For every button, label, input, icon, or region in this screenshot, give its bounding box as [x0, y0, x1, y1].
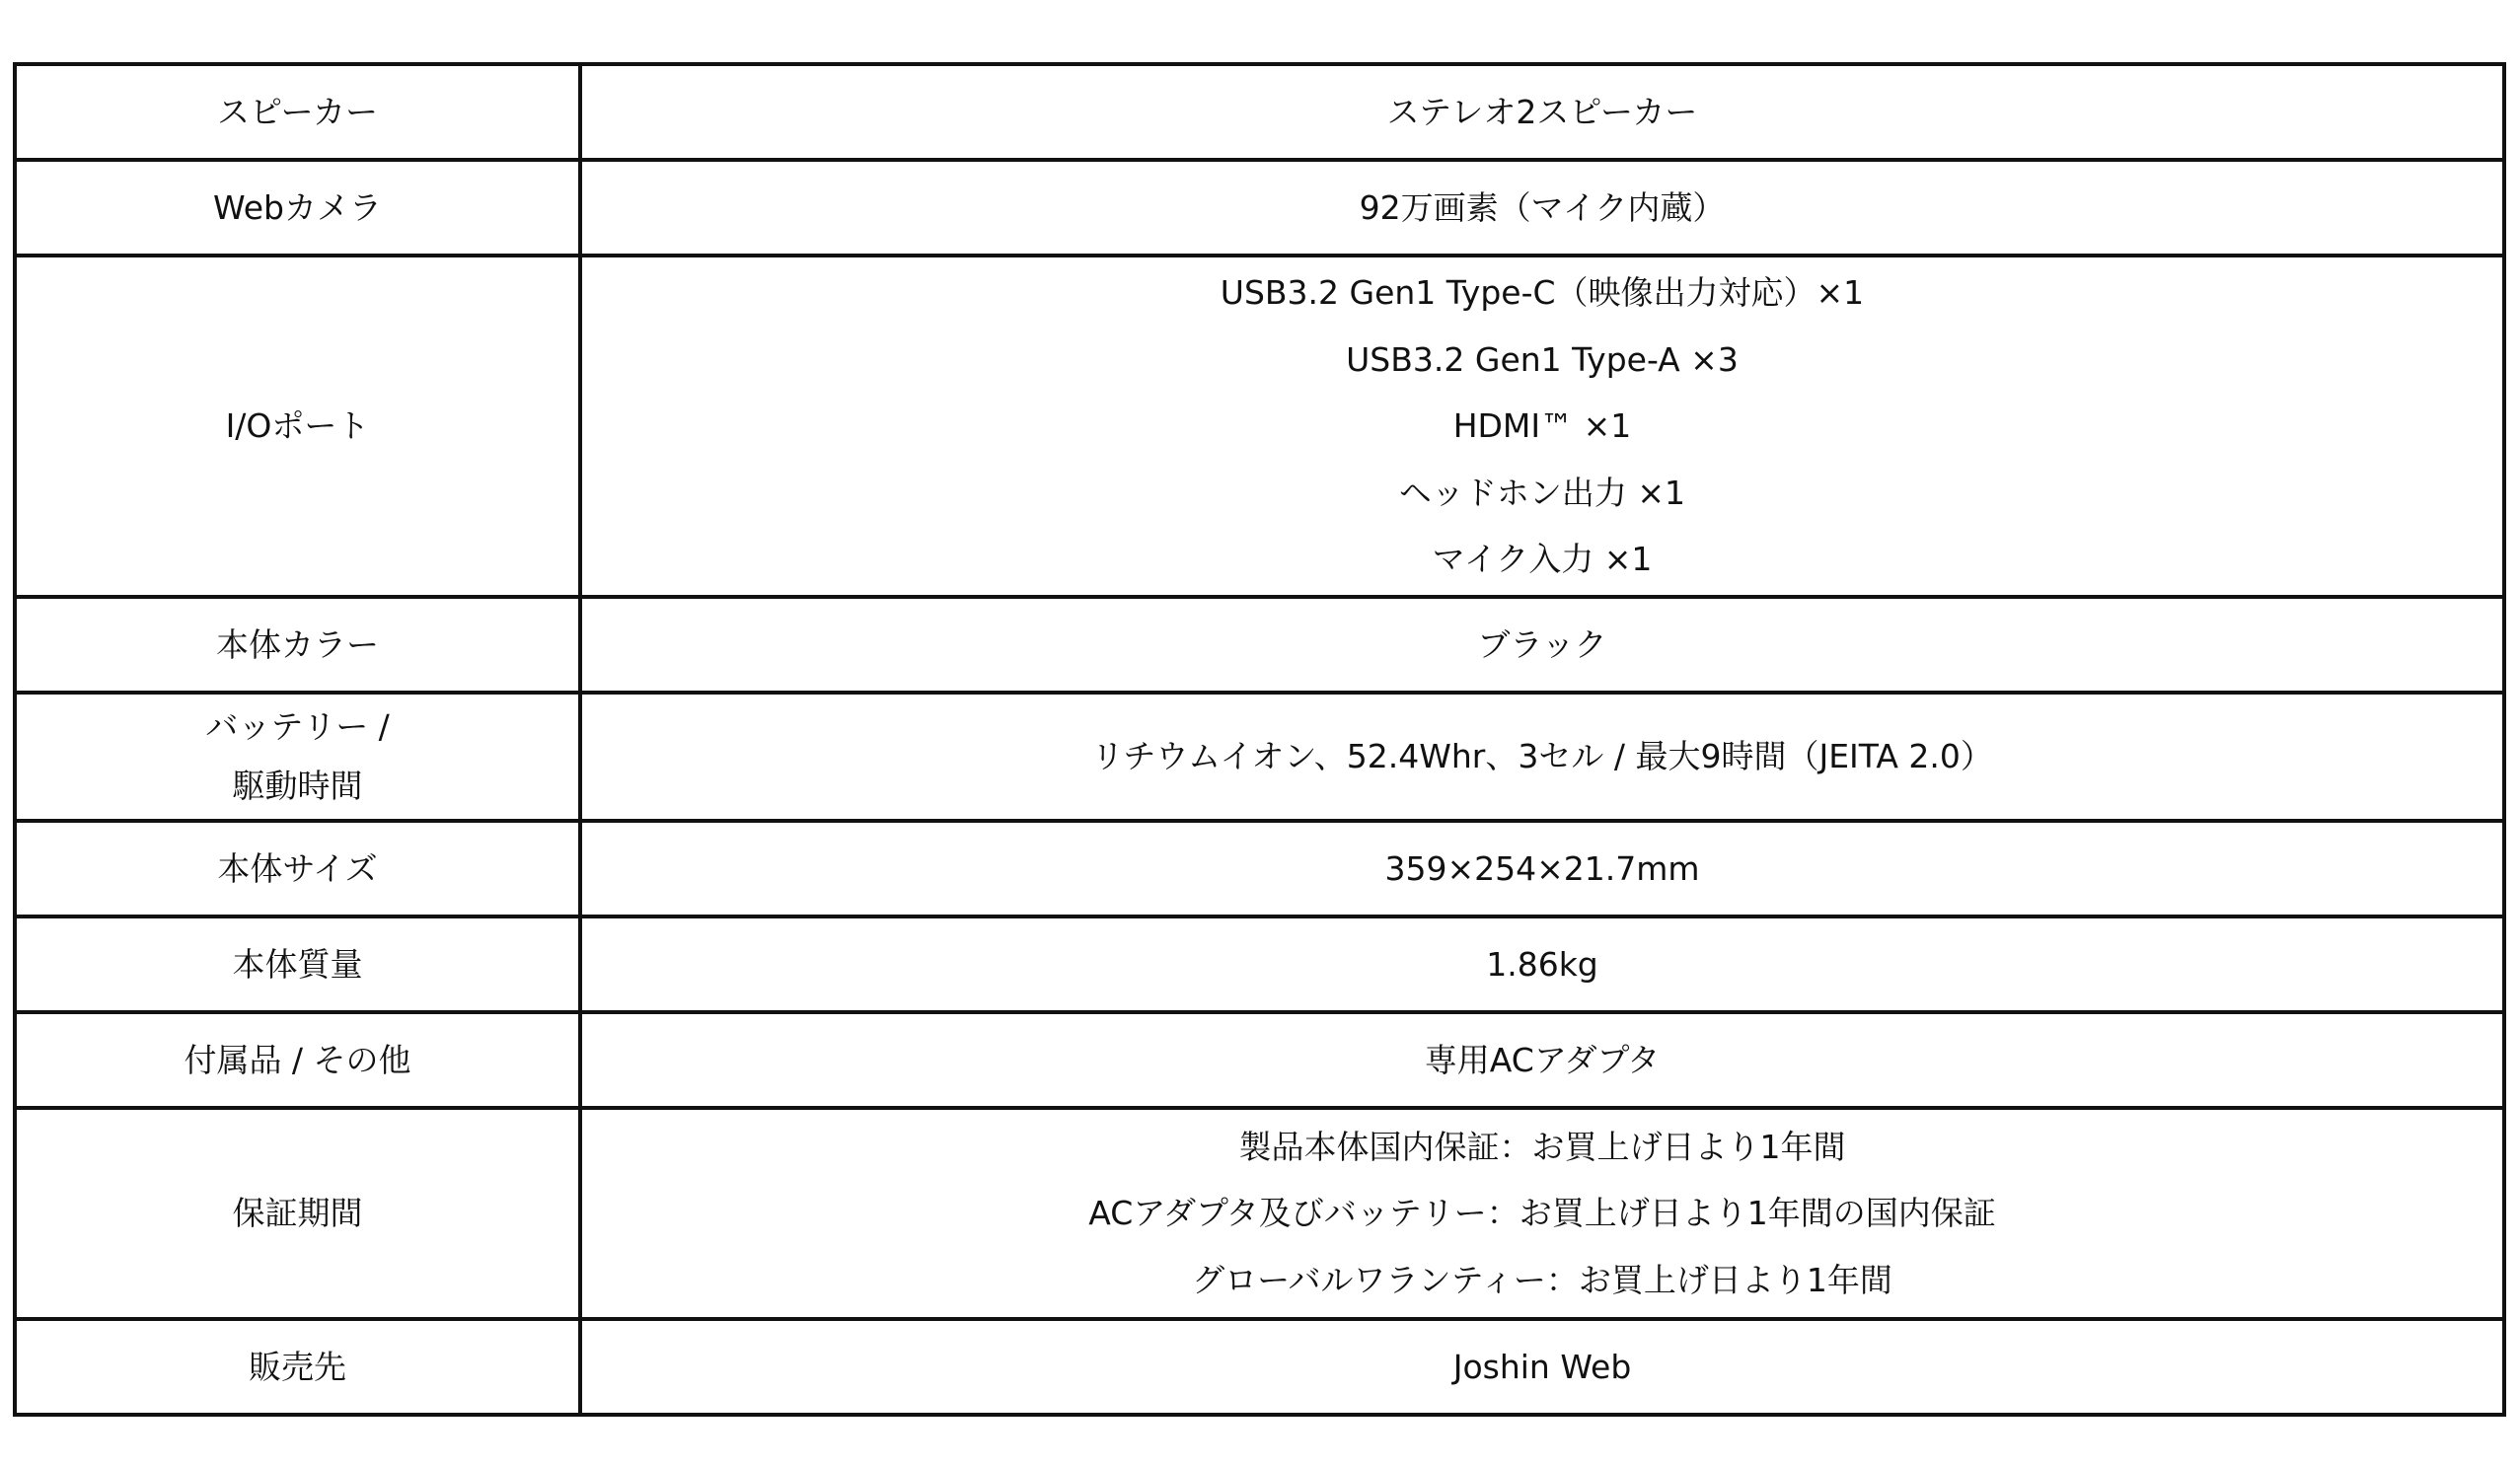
spec-label-cell	[15, 693, 580, 821]
spec-label: 付属品 / その他	[184, 1040, 411, 1079]
spec-label: 駆動時間	[232, 767, 363, 805]
spec-value: ヘッドホン出力 ×1	[1398, 473, 1686, 512]
spec-label: 本体サイズ	[217, 848, 378, 888]
spec-row-speaker	[15, 64, 2504, 160]
spec-label: スピーカー	[216, 92, 379, 131]
spec-row-color	[15, 597, 2504, 693]
spec-label-cell	[15, 256, 580, 597]
spec-value: USB3.2 Gen1 Type-A ×3	[1346, 339, 1739, 379]
spec-value: ACアダプタ及びバッテリー：お買上げ日より1年間の国内保証	[1088, 1194, 1996, 1233]
spec-label: 本体カラー	[216, 624, 379, 664]
spec-label-cell	[15, 821, 580, 916]
spec-value-cell	[580, 64, 2504, 160]
spec-label: Webカメラ	[213, 187, 382, 227]
spec-value-cell	[580, 1012, 2504, 1108]
spec-table	[13, 62, 2506, 1417]
spec-row-size	[15, 821, 2504, 916]
spec-value: ブラック	[1477, 624, 1607, 664]
spec-value: マイク入力 ×1	[1432, 540, 1653, 579]
spec-value-cell	[580, 693, 2504, 821]
spec-label: 販売先	[249, 1347, 346, 1386]
spec-value: USB3.2 Gen1 Type-C（映像出力対応）×1	[1220, 273, 1865, 313]
spec-value: 359×254×21.7mm	[1384, 848, 1700, 888]
spec-value: グローバルワランティー：お買上げ日より1年間	[1192, 1260, 1892, 1299]
spec-value-cell	[580, 597, 2504, 693]
spec-value: ステレオ2スピーカー	[1386, 92, 1698, 131]
spec-row-weight	[15, 916, 2504, 1012]
spec-row-accessories	[15, 1012, 2504, 1108]
spec-value: リチウムイオン、52.4Whr、3セル / 最大9時間（JEITA 2.0）	[1091, 737, 1993, 776]
spec-value-cell	[580, 821, 2504, 916]
spec-row-webcam	[15, 160, 2504, 256]
spec-label-cell	[15, 597, 580, 693]
spec-value: 1.86kg	[1486, 944, 1598, 984]
spec-row-retailer	[15, 1319, 2504, 1415]
spec-label-cell	[15, 1012, 580, 1108]
spec-row-warranty	[15, 1108, 2504, 1319]
spec-value-cell	[580, 1108, 2504, 1319]
spec-value: Joshin Web	[1452, 1347, 1632, 1386]
spec-label-cell	[15, 64, 580, 160]
spec-label-cell	[15, 1108, 580, 1319]
spec-value: 製品本体国内保証：お買上げ日より1年間	[1238, 1127, 1846, 1166]
spec-row-battery	[15, 693, 2504, 821]
spec-value-cell	[580, 256, 2504, 597]
spec-value: HDMI™ ×1	[1452, 406, 1632, 446]
spec-row-io-ports	[15, 256, 2504, 597]
spec-label-cell	[15, 916, 580, 1012]
spec-label-cell	[15, 1319, 580, 1415]
spec-value: 92万画素（マイク内蔵）	[1359, 187, 1726, 227]
spec-value-cell	[580, 1319, 2504, 1415]
spec-label: 保証期間	[232, 1194, 363, 1233]
spec-value-cell	[580, 916, 2504, 1012]
spec-label: バッテリー /	[205, 707, 390, 747]
spec-value-cell	[580, 160, 2504, 256]
spec-label: 本体質量	[232, 944, 363, 984]
spec-value: 専用ACアダプタ	[1424, 1040, 1661, 1079]
spec-label: I/Oポート	[225, 406, 370, 446]
spec-label-cell	[15, 160, 580, 256]
